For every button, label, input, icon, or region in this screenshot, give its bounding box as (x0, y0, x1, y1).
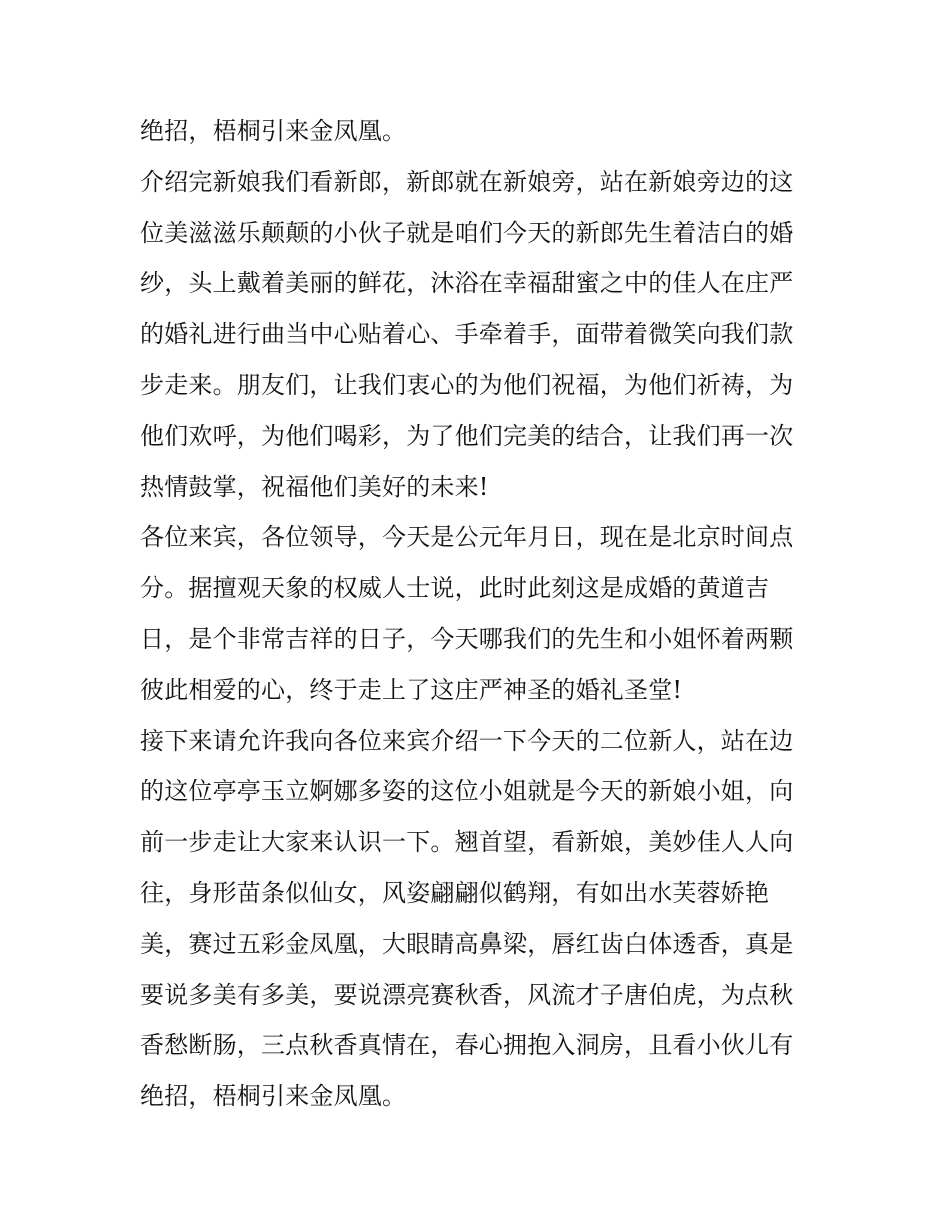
text-line-7: 他们欢呼，为他们喝彩，为了他们完美的结合，让我们再一次 (140, 421, 794, 450)
text-line-16: 往，身形苗条似仙女，风姿翩翩似鹤翔，有如出水芙蓉娇艳 (140, 878, 770, 907)
text-line-19: 香愁断肠，三点秋香真情在，春心拥抱入洞房，且看小伙儿有 (140, 1031, 794, 1060)
text-line-18: 要说多美有多美，要说漂亮赛秋香，风流才子唐伯虎，为点秋 (140, 980, 794, 1009)
document-body (140, 106, 840, 1122)
text-line-8: 热情鼓掌，祝福他们美好的未来! (140, 472, 489, 501)
text-line-15: 前一步走让大家来认识一下。翘首望，看新娘，美妙佳人人向 (140, 828, 794, 857)
text-line-13: 接下来请允许我向各位来宾介绍一下今天的二位新人，站在边 (140, 726, 794, 755)
text-line-3: 位美滋滋乐颠颠的小伙子就是咱们今天的新郎先生着洁白的婚 (140, 218, 794, 247)
text-line-5: 的婚礼进行曲当中心贴着心、手牵着手，面带着微笑向我们款 (140, 320, 794, 349)
text-line-20: 绝招，梧桐引来金凤凰。 (140, 1082, 407, 1111)
text-line-12: 彼此相爱的心，终于走上了这庄严神圣的婚礼圣堂! (140, 675, 683, 704)
text-line-17: 美，赛过五彩金凤凰，大眼睛高鼻梁，唇红齿白体透香，真是 (140, 929, 794, 958)
text-line-1: 绝招，梧桐引来金凤凰。 (140, 117, 407, 145)
text-line-6: 步走来。朋友们，让我们衷心的为他们祝福，为他们祈祷，为 (140, 370, 794, 399)
text-line-9: 各位来宾，各位领导，今天是公元年月日，现在是北京时间点 (140, 523, 794, 552)
text-line-10: 分。据擅观天象的权威人士说，此时此刻这是成婚的黄道吉 (140, 574, 770, 603)
text-line-11: 日，是个非常吉祥的日子，今天哪我们的先生和小姐怀着两颗 (140, 624, 794, 653)
text-line-14: 的这位亭亭玉立婀娜多姿的这位小姐就是今天的新娘小姐，向 (140, 777, 794, 806)
text-line-4: 纱，头上戴着美丽的鲜花，沐浴在幸福甜蜜之中的佳人在庄严 (140, 269, 794, 298)
text-line-2: 介绍完新娘我们看新郎，新郎就在新娘旁，站在新娘旁边的这 (140, 167, 794, 196)
